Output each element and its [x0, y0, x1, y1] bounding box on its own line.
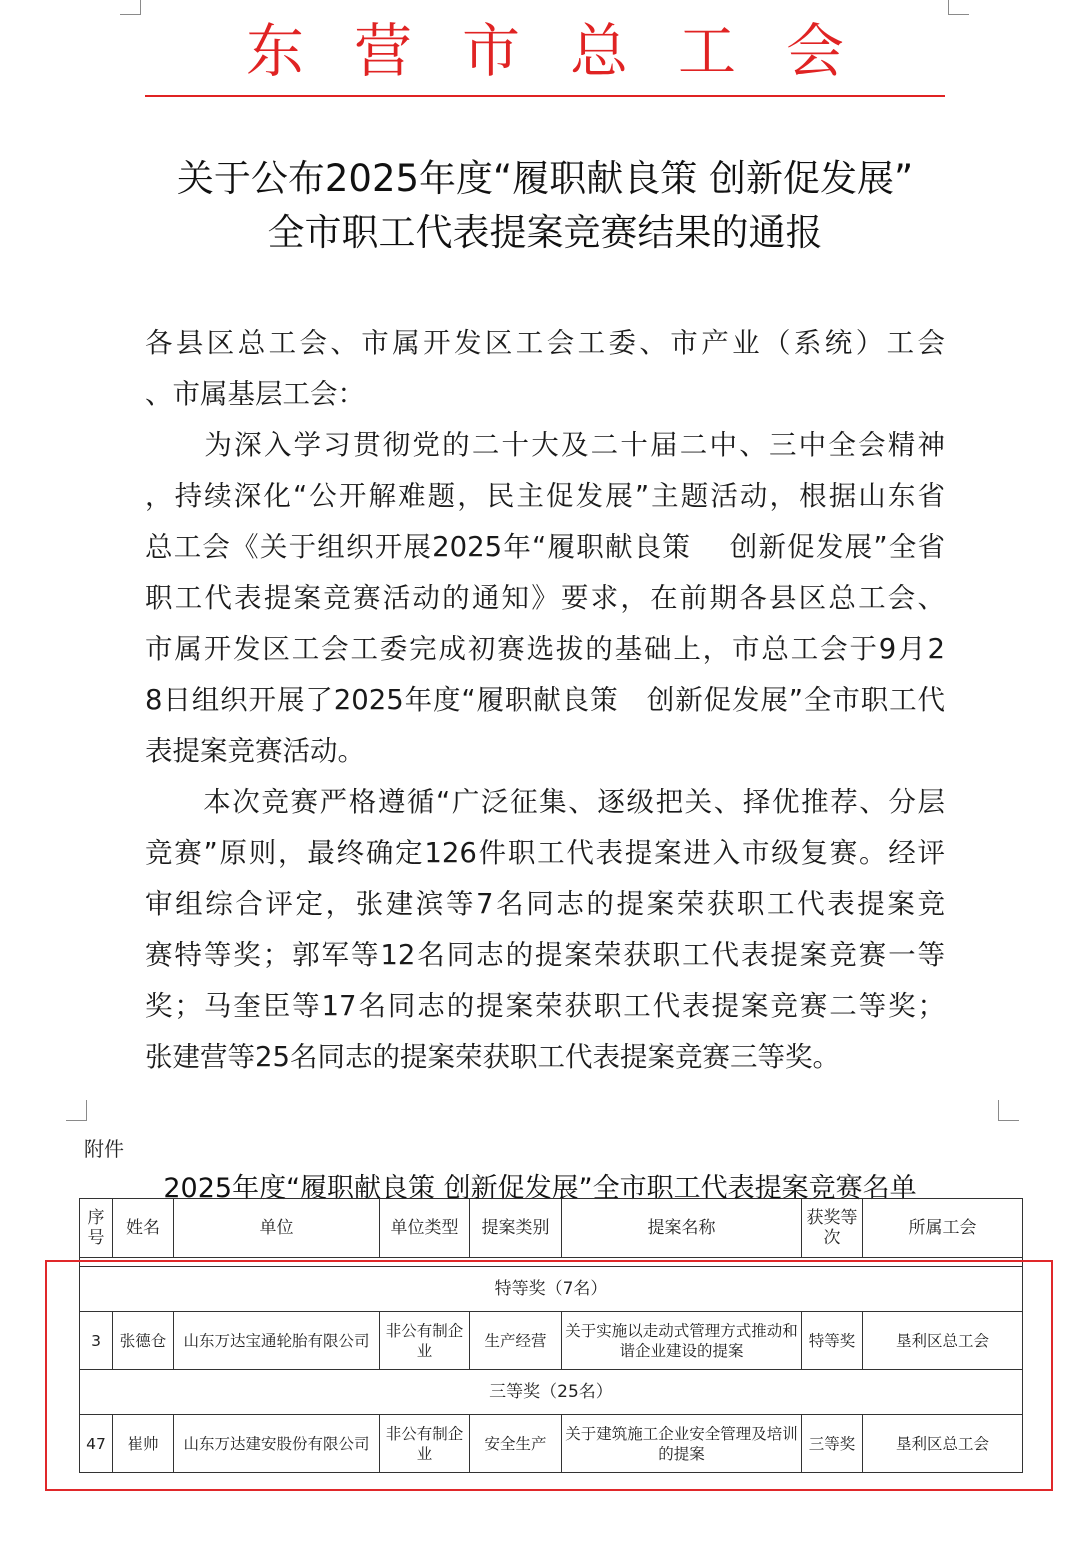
cell-unit: 山东万达建安股份有限公司 — [174, 1415, 380, 1473]
body-line: 表提案竞赛活动。 — [145, 735, 365, 767]
section-title: 特等奖（7名） — [80, 1267, 1023, 1312]
header-cell-index: 序号 — [80, 1199, 113, 1258]
header-cell-unit: 单位 — [174, 1199, 380, 1258]
body-line: 总工会《关于组织开展2025年“履职献良策 创新促发展”全省 — [145, 531, 945, 563]
body-line: ，持续深化“公开解难题，民主促发展”主题活动，根据山东省 — [145, 480, 945, 512]
header-cell-proposal: 提案名称 — [562, 1199, 802, 1258]
body-line: 8日组织开展了2025年度“履职献良策 创新促发展”全市职工代 — [145, 684, 945, 716]
body-line: 本次竞赛严格遵循“广泛征集、逐级把关、择优推荐、分层 — [145, 786, 945, 818]
body-line: 审组综合评定，张建滨等7名同志的提案荣获职工代表提案竞 — [145, 888, 945, 920]
body-line: 市属开发区工会工委完成初赛选拔的基础上，市总工会于9月2 — [145, 633, 945, 665]
body-line: 张建营等25名同志的提案荣获职工代表提案竞赛三等奖。 — [145, 1041, 840, 1073]
cell-unit-type: 非公有制企业 — [380, 1312, 470, 1370]
header-cell-unit-type: 单位类型 — [380, 1199, 470, 1258]
body-line: 职工代表提案竞赛活动的通知》要求，在前期各县区总工会、 — [145, 582, 945, 614]
body-line: 赛特等奖；郭军等12名同志的提案荣获职工代表提案竞赛一等 — [145, 939, 945, 971]
cell-unit-type: 非公有制企业 — [380, 1415, 470, 1473]
crop-mark-bottom-left — [66, 1100, 87, 1121]
header-cell-union: 所属工会 — [863, 1199, 1023, 1258]
header-cell-category: 提案类别 — [470, 1199, 562, 1258]
body-line: 为深入学习贯彻党的二十大及二十届二中、三中全会精神 — [145, 429, 945, 461]
cell-union: 垦利区总工会 — [863, 1415, 1023, 1473]
cell-index: 47 — [80, 1415, 113, 1473]
crop-mark-top-left — [120, 0, 141, 15]
table-header-row — [80, 1199, 1023, 1258]
body-line: 、市属基层工会： — [145, 378, 365, 410]
body-line: 竞赛”原则，最终确定126件职工代表提案进入市级复赛。经评 — [145, 837, 945, 869]
letterhead-divider — [145, 95, 945, 97]
attachment-table-title: 2025年度“履职献良策 创新促发展”全市职工代表提案竞赛名单 — [163, 1173, 917, 1204]
cell-proposal: 关于建筑施工企业安全管理及培训的提案 — [562, 1415, 802, 1473]
header-cell-name: 姓名 — [113, 1199, 174, 1258]
crop-mark-top-right — [948, 0, 969, 15]
body-line: 各县区总工会、市属开发区工会工委、市产业（系统）工会 — [145, 327, 945, 359]
letterhead-org-name: 东营市总工会 — [245, 17, 894, 85]
header-cell-award: 获奖等次 — [802, 1199, 863, 1258]
cell-name: 崔帅 — [113, 1415, 174, 1473]
document-body — [145, 318, 945, 1083]
attachment-label: 附件 — [84, 1137, 124, 1161]
cell-unit: 山东万达宝通轮胎有限公司 — [174, 1312, 380, 1370]
cell-index: 3 — [80, 1312, 113, 1370]
cell-union: 垦利区总工会 — [863, 1312, 1023, 1370]
cell-proposal: 关于实施以走动式管理方式推动和谐企业建设的提案 — [562, 1312, 802, 1370]
cell-category: 安全生产 — [470, 1415, 562, 1473]
title-line-2: 全市职工代表提案竞赛结果的通报 — [267, 211, 823, 254]
crop-mark-bottom-right — [998, 1100, 1019, 1121]
cell-name: 张德仓 — [113, 1312, 174, 1370]
highlight-box — [45, 1260, 1053, 1491]
title-line-1: 关于公布2025年度“履职献良策 创新促发展” — [176, 157, 914, 200]
document-title — [110, 152, 980, 260]
cell-award: 特等奖 — [802, 1312, 863, 1370]
cell-category: 生产经营 — [470, 1312, 562, 1370]
cell-award: 三等奖 — [802, 1415, 863, 1473]
body-line: 奖；马奎臣等17名同志的提案荣获职工代表提案竞赛二等奖； — [145, 990, 945, 1022]
section-title: 三等奖（25名） — [80, 1370, 1023, 1415]
